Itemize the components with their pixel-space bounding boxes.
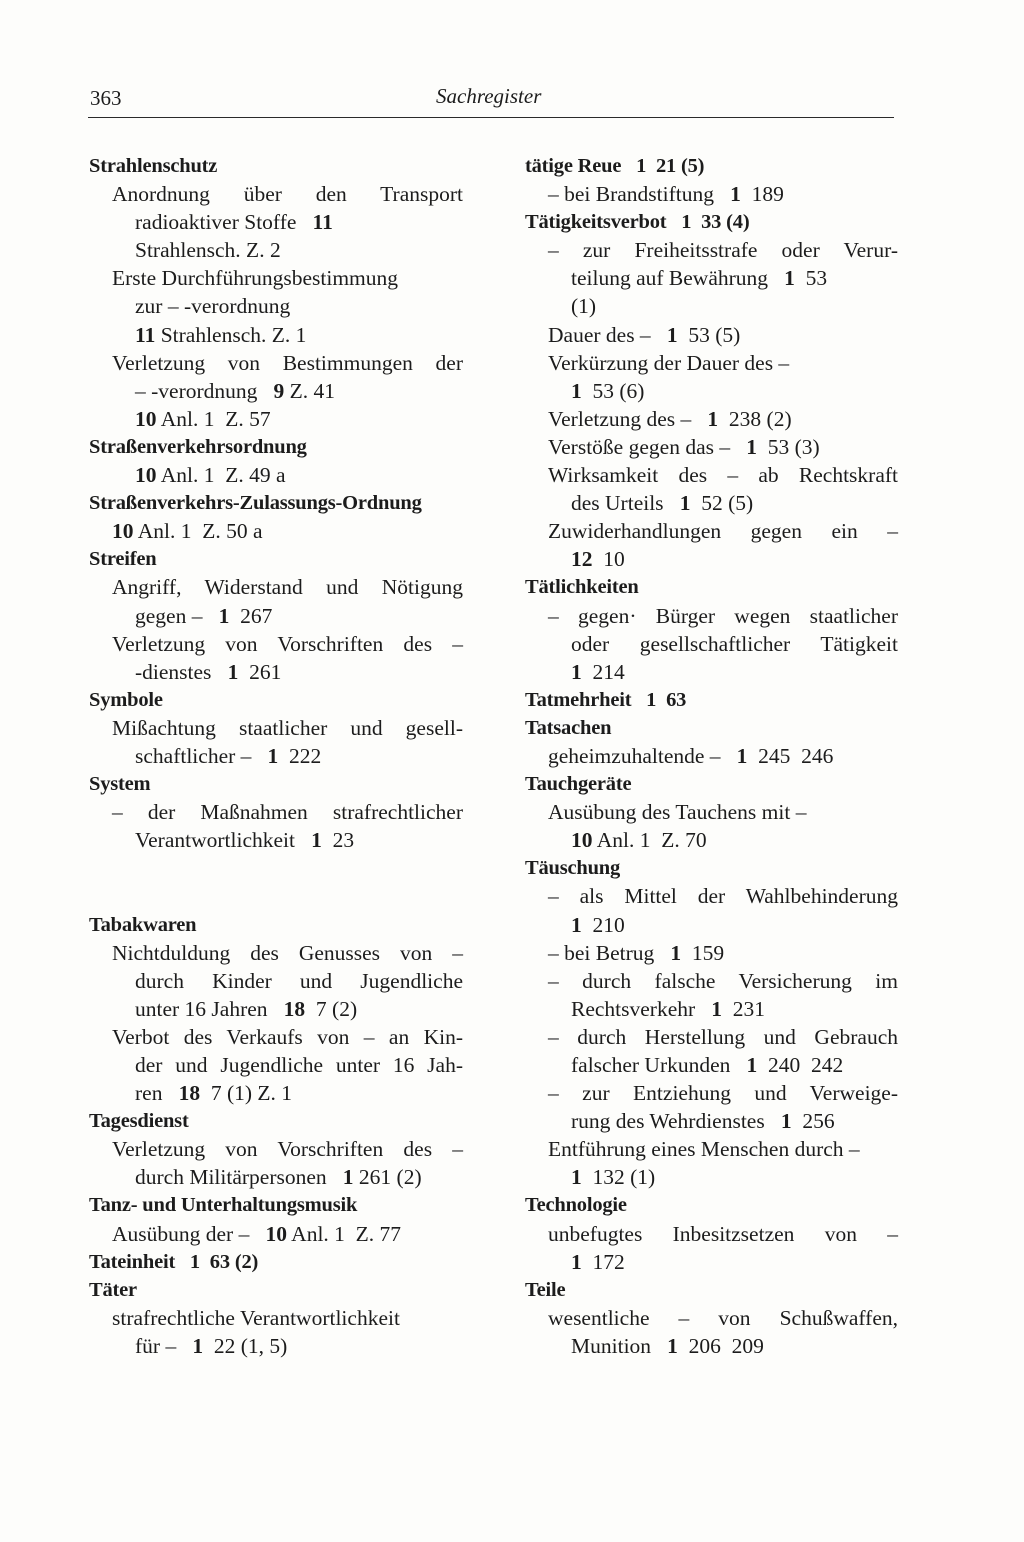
- text: Verantwortlichkeit: [135, 828, 312, 853]
- text: wesentliche – von Schußwaffen,: [548, 1305, 898, 1330]
- text: – als Mittel der Wahlbehinderung: [548, 884, 898, 909]
- bold-text: 1: [679, 491, 691, 516]
- bold-text: 1: [571, 1249, 582, 1274]
- index-headword-line: [525, 854, 898, 882]
- text: 53: [794, 266, 828, 291]
- text: 10: [592, 547, 625, 572]
- index-headword-line: [89, 686, 463, 714]
- bold-text: 10: [571, 828, 593, 853]
- index-subentry-line: [89, 1220, 463, 1248]
- bold-text: Tateinheit: [89, 1250, 176, 1273]
- bold-text: Straßenverkehrs-Zulassungs-Ordnung: [89, 492, 422, 515]
- bold-text: 1: [267, 743, 279, 768]
- index-subentry-line: [89, 236, 463, 264]
- bold-text: Tauchgeräte: [525, 773, 632, 796]
- bold-text: 1: [681, 211, 692, 234]
- index-subentry-line: [525, 798, 898, 826]
- bold-text: 1: [646, 688, 657, 711]
- bold-text: Tagesdienst: [89, 1110, 189, 1133]
- text: 206 209: [677, 1333, 764, 1358]
- index-headword-line: [525, 714, 898, 742]
- index-subentry-line: [525, 658, 898, 686]
- index-subentry-line: [89, 1051, 463, 1079]
- index-subentry-line: [89, 321, 463, 349]
- text: (1): [571, 294, 597, 319]
- bold-text: Täter: [89, 1278, 137, 1301]
- text: für –: [135, 1333, 193, 1358]
- text: 159: [681, 940, 725, 965]
- text: 23: [321, 828, 355, 853]
- index-subentry-line: [89, 573, 463, 601]
- index-headword-line: [89, 1276, 463, 1304]
- text: Verletzung von Vorschriften des –: [112, 1137, 463, 1162]
- text: Anl. 1 Z. 70: [592, 828, 707, 853]
- index-subentry-line: [89, 714, 463, 742]
- text: 53 (5): [677, 322, 741, 347]
- index-subentry-line: [525, 489, 898, 517]
- bold-text: Tabakwaren: [89, 913, 197, 936]
- text: Nichtduldung des Genusses von –: [112, 940, 463, 965]
- text: zur – -verordnung: [135, 294, 291, 319]
- text: Ausübung der –: [112, 1221, 266, 1246]
- index-subentry-line: [89, 1163, 463, 1191]
- text: 52 (5): [690, 491, 754, 516]
- text: 267: [229, 603, 273, 628]
- text: 21 (5): [646, 155, 705, 177]
- text: – der Maßnahmen strafrechtlicher: [112, 800, 463, 825]
- index-subentry-line: [89, 1332, 463, 1360]
- index-subentry-line: [525, 517, 898, 545]
- index-headword-line: [89, 770, 463, 798]
- bold-text: Tätigkeitsverbot: [525, 211, 667, 234]
- index-subentry-line: [525, 292, 898, 320]
- bold-text: 10: [265, 1221, 287, 1246]
- text: Strahlensch. Z. 2: [135, 238, 281, 263]
- text: 210: [581, 912, 625, 937]
- index-subentry-line: [525, 967, 898, 995]
- index-subentry-line: [525, 405, 898, 433]
- bold-text: 1: [192, 1333, 204, 1358]
- text: – gegen· Bürger wegen staatlicher: [548, 603, 898, 628]
- text: Verletzung des –: [548, 406, 708, 431]
- text: 63 (2): [199, 1250, 259, 1273]
- text: [666, 211, 681, 233]
- index-subentry-line: [525, 1107, 898, 1135]
- text: Verbot des Verkaufs von – an Kin-: [112, 1024, 463, 1049]
- text: 261 (2): [353, 1165, 422, 1190]
- bold-text: 1: [311, 828, 322, 853]
- text: Dauer des –: [548, 322, 667, 347]
- index-subentry-line: [525, 180, 898, 208]
- bold-text: 1: [780, 1109, 792, 1134]
- index-subentry-line: [525, 742, 898, 770]
- text: – -verordnung: [135, 378, 274, 403]
- bold-text: 18: [178, 1081, 201, 1106]
- text: 256: [791, 1109, 835, 1134]
- index-subentry-line: [89, 1023, 463, 1051]
- text: 261: [238, 659, 282, 684]
- index-subentry-line: [525, 1332, 898, 1360]
- bold-text: 1: [571, 659, 582, 684]
- text: 7 (1) Z. 1: [200, 1081, 293, 1106]
- bold-text: 10: [135, 463, 157, 488]
- text: rung des Wehrdienstes: [571, 1109, 781, 1134]
- index-subentry-line: [89, 405, 463, 433]
- text: Verletzung von Vorschriften des –: [112, 631, 463, 656]
- bold-text: 1: [784, 266, 795, 291]
- bold-text: 10: [135, 406, 157, 431]
- bold-text: Täuschung: [525, 857, 621, 880]
- index-headword-line: [525, 1276, 898, 1304]
- text: Wirksamkeit des – ab Rechtskraft: [548, 463, 898, 488]
- bold-text: 9: [273, 378, 285, 403]
- text: 222: [278, 743, 322, 768]
- text: [175, 1251, 190, 1273]
- text: Anl. 1 Z. 50 a: [133, 519, 263, 544]
- text: Rechtsverkehr: [571, 996, 712, 1021]
- text: 22 (1, 5): [203, 1333, 288, 1358]
- index-subentry-line: [525, 461, 898, 489]
- text: -dienstes: [135, 659, 228, 684]
- index-headword-line: [525, 208, 898, 236]
- index-subentry-line: [525, 264, 898, 292]
- index-subentry-line: [89, 630, 463, 658]
- index-subentry-line: [525, 1163, 898, 1191]
- index-subentry-line: [525, 602, 898, 630]
- text: Entführung eines Menschen durch –: [548, 1137, 860, 1162]
- index-subentry-line: [89, 826, 463, 854]
- text: Munition: [571, 1333, 668, 1358]
- bold-text: 11: [312, 210, 333, 235]
- index-headword-line: [89, 911, 463, 939]
- text: durch Militärpersonen: [135, 1165, 343, 1190]
- bold-text: 1: [636, 155, 647, 177]
- text: 189: [740, 182, 784, 207]
- bold-text: 12: [571, 547, 593, 572]
- bold-text: Teile: [525, 1278, 566, 1301]
- bold-text: 1: [670, 940, 682, 965]
- text: – bei Betrug: [548, 940, 671, 965]
- index-subentry-line: [89, 798, 463, 826]
- index-subentry-line: [525, 1135, 898, 1163]
- index-subentry-line: [89, 602, 463, 630]
- index-subentry-line: [525, 882, 898, 910]
- running-title: Sachregister: [436, 84, 542, 108]
- text: [621, 155, 636, 177]
- text: Anl. 1 Z. 57: [156, 406, 271, 431]
- bold-text: Tanz- und Unterhaltungsmusik: [89, 1194, 358, 1217]
- index-subentry-line: [89, 292, 463, 320]
- text: Erste Durchführungsbestimmung: [112, 266, 399, 291]
- index-headword-line: [525, 770, 898, 798]
- index-subentry-line: [525, 377, 898, 405]
- index-subentry-line: [89, 517, 463, 545]
- index-subentry-line: [525, 1051, 898, 1079]
- bold-text: 1: [571, 378, 582, 403]
- index-subentry-line: [525, 1023, 898, 1051]
- text: radioaktiver Stoffe: [135, 210, 313, 235]
- index-subentry-line: [525, 826, 898, 854]
- page-number: 363: [90, 86, 122, 110]
- bold-text: 1: [707, 406, 719, 431]
- index-subentry-line: [89, 967, 463, 995]
- index-subentry-line: [89, 264, 463, 292]
- index-subentry-line: [525, 1248, 898, 1276]
- index-subentry-line: [89, 939, 463, 967]
- bold-text: Straßenverkehrsordnung: [89, 435, 307, 458]
- bold-text: 18: [283, 996, 306, 1021]
- index-subentry-line: [89, 377, 463, 405]
- text: 231: [722, 996, 766, 1021]
- spacer: [89, 854, 463, 882]
- index-subentry-line: [89, 1304, 463, 1332]
- index-subentry-line: [525, 349, 898, 377]
- bold-text: 1: [730, 182, 741, 207]
- index-subentry-line: [525, 939, 898, 967]
- text: 53 (6): [581, 378, 645, 403]
- bold-text: Symbole: [89, 688, 163, 711]
- bold-text: 1: [227, 659, 239, 684]
- text: gegen –: [135, 603, 219, 628]
- text: 172: [581, 1249, 625, 1274]
- text: der und Jugendliche unter 16 Jah-: [135, 1053, 463, 1077]
- text: – zur Freiheitsstrafe oder Verur-: [548, 238, 898, 263]
- text: Verstöße gegen das –: [548, 434, 747, 459]
- bold-text: 1: [736, 743, 748, 768]
- text: 245 246: [747, 743, 834, 768]
- index-subentry-line: [525, 1304, 898, 1332]
- text: Angriff, Widerstand und Nötigung: [112, 575, 463, 600]
- bold-text: Technologie: [525, 1194, 627, 1217]
- bold-text: 1: [342, 1165, 354, 1190]
- spacer: [89, 882, 463, 910]
- text: 240 242: [757, 1053, 844, 1077]
- index-headword-line: [525, 1191, 898, 1219]
- text: 238 (2): [718, 406, 792, 431]
- text: – durch Herstellung und Gebrauch: [548, 1024, 898, 1049]
- text: Anl. 1 Z. 77: [286, 1221, 402, 1246]
- text: unbefugtes Inbesitzsetzen von –: [548, 1221, 898, 1246]
- index-headword-line: [89, 545, 463, 573]
- index-headword-line: [525, 686, 898, 714]
- bold-text: 1: [667, 1333, 678, 1358]
- bold-text: Streifen: [89, 548, 157, 571]
- text: ren: [135, 1081, 179, 1106]
- text: Anordnung über den Transport: [112, 182, 463, 207]
- page-header: [88, 86, 894, 120]
- index-subentry-line: [89, 658, 463, 686]
- bold-text: System: [89, 773, 151, 796]
- index-subentry-line: [89, 208, 463, 236]
- bold-text: 10: [112, 519, 134, 544]
- bold-text: Strahlenschutz: [89, 155, 218, 177]
- text: – durch falsche Versicherung im: [548, 968, 898, 993]
- text: Verkürzung der Dauer des –: [548, 350, 790, 375]
- text: – bei Brandstiftung: [548, 182, 731, 207]
- text: falscher Urkunden: [571, 1053, 747, 1077]
- text: – zur Entziehung und Verweige-: [548, 1081, 898, 1106]
- bold-text: 1: [218, 603, 230, 628]
- text: 53 (3): [756, 434, 820, 459]
- text: durch Kinder und Jugendliche: [135, 968, 463, 993]
- bold-text: Tatmehrheit: [525, 688, 632, 711]
- text: schaftlicher –: [135, 743, 268, 768]
- text: 132 (1): [581, 1165, 656, 1190]
- index-headword-line: [89, 1248, 463, 1276]
- text: 33 (4): [691, 211, 750, 234]
- index-headword-line: [89, 433, 463, 461]
- index-subentry-line: [525, 236, 898, 264]
- index-headword-line: [525, 573, 898, 601]
- text: 63: [656, 688, 687, 711]
- text: Zuwiderhandlungen gegen ein –: [548, 519, 898, 544]
- bold-text: 1: [746, 434, 757, 459]
- header-rule: [88, 117, 894, 118]
- text: oder gesellschaftlicher Tätigkeit: [571, 631, 898, 656]
- text: geheimzuhaltende –: [548, 743, 737, 768]
- index-subentry-line: [89, 1079, 463, 1107]
- index-column-right: [525, 152, 898, 1360]
- bold-text: 1: [711, 996, 723, 1021]
- index-subentry-line: [525, 995, 898, 1023]
- index-subentry-line: [525, 321, 898, 349]
- index-subentry-line: [89, 349, 463, 377]
- index-subentry-line: [525, 630, 898, 658]
- bold-text: 1: [571, 912, 582, 937]
- bold-text: Tatsachen: [525, 716, 612, 739]
- index-subentry-line: [89, 995, 463, 1023]
- text: des Urteils: [571, 491, 680, 516]
- bold-text: tätige Reue: [525, 155, 622, 177]
- bold-text: 11: [135, 322, 156, 347]
- bold-text: Tätlichkeiten: [525, 576, 639, 599]
- index-column-left: [89, 152, 463, 1360]
- index-headword-line: [89, 1107, 463, 1135]
- text: Ausübung des Tauchens mit –: [548, 800, 807, 825]
- bold-text: 1: [189, 1250, 200, 1273]
- text: Anl. 1 Z. 49 a: [156, 463, 286, 488]
- index-subentry-line: [89, 1135, 463, 1163]
- index-headword-line: [525, 152, 898, 180]
- index-headword-line: [89, 489, 463, 517]
- index-headword-line: [89, 1191, 463, 1219]
- index-subentry-line: [525, 433, 898, 461]
- text: 214: [581, 659, 625, 684]
- text: strafrechtliche Verantwortlichkeit: [112, 1305, 400, 1330]
- text: Verletzung von Bestimmungen der: [112, 350, 463, 375]
- text: Mißachtung staatlicher und gesell-: [112, 715, 463, 740]
- text: unter 16 Jahren: [135, 996, 284, 1021]
- index-subentry-line: [525, 1220, 898, 1248]
- index-subentry-line: [525, 545, 898, 573]
- text: Z. 41: [284, 378, 336, 403]
- index-subentry-line: [89, 461, 463, 489]
- text: teilung auf Bewährung: [571, 266, 785, 291]
- index-subentry-line: [89, 742, 463, 770]
- bold-text: 1: [746, 1053, 758, 1077]
- index-headword-line: [89, 152, 463, 180]
- index-subentry-line: [89, 180, 463, 208]
- text: 7 (2): [305, 996, 358, 1021]
- index-subentry-line: [525, 911, 898, 939]
- text: Strahlensch. Z. 1: [155, 322, 307, 347]
- bold-text: 1: [571, 1165, 582, 1190]
- index-subentry-line: [525, 1079, 898, 1107]
- text: [631, 689, 646, 711]
- bold-text: 1: [666, 322, 678, 347]
